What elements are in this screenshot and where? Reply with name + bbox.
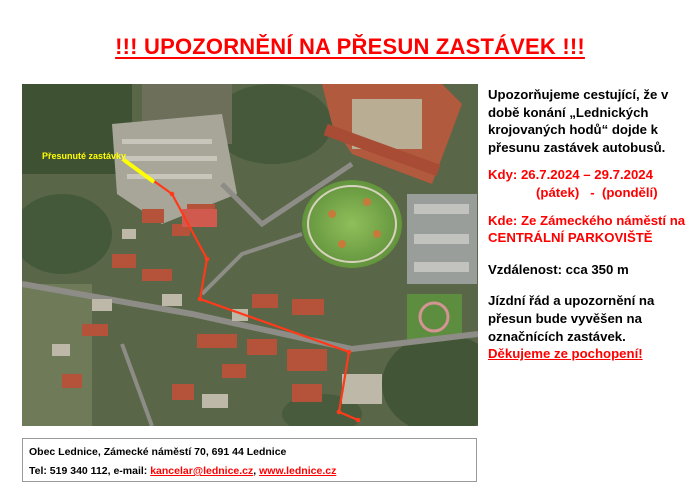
web-link[interactable]: www.lednice.cz — [259, 465, 337, 477]
footer-phone: Tel: 519 340 112, e-mail: — [29, 465, 151, 477]
when-line: Kdy: 26.7.2024 – 29.7.2024 — [488, 167, 653, 183]
page-title: !!! UPOZORNĚNÍ NA PŘESUN ZASTÁVEK !!! — [115, 34, 585, 59]
where-line: Kde: Ze Zámeckého náměstí na CENTRÁLNÍ PARKOVIŠTĚ — [488, 212, 686, 246]
footer-box — [22, 438, 477, 482]
timetable-line: Jízdní řád a upozornění na přesun bude vyvěšen na označnících zastávek. — [488, 293, 655, 344]
footer-address: Obec Lednice, Zámecké náměstí 70, 691 44 Lednice — [29, 446, 287, 458]
moved-stops-label: Přesunuté zastávky — [42, 151, 127, 161]
aerial-map — [22, 84, 478, 426]
email-link[interactable]: kancelar@lednice.cz — [150, 465, 254, 477]
footer-separator: , — [253, 465, 260, 477]
aerial-map-image — [22, 84, 478, 426]
footer-contact — [29, 465, 336, 477]
intro-text: Upozorňujeme cestující, že v době konání „Lednických krojovaných hodů“ dojde k přesunu zastávek autobusů. — [488, 87, 669, 155]
notice-text — [488, 86, 688, 363]
thanks-line: Děkujeme ze pochopení! — [488, 346, 643, 362]
distance-line: Vzdálenost: cca 350 m — [488, 261, 629, 277]
days-line: (pátek) - (pondělí) — [536, 184, 658, 200]
